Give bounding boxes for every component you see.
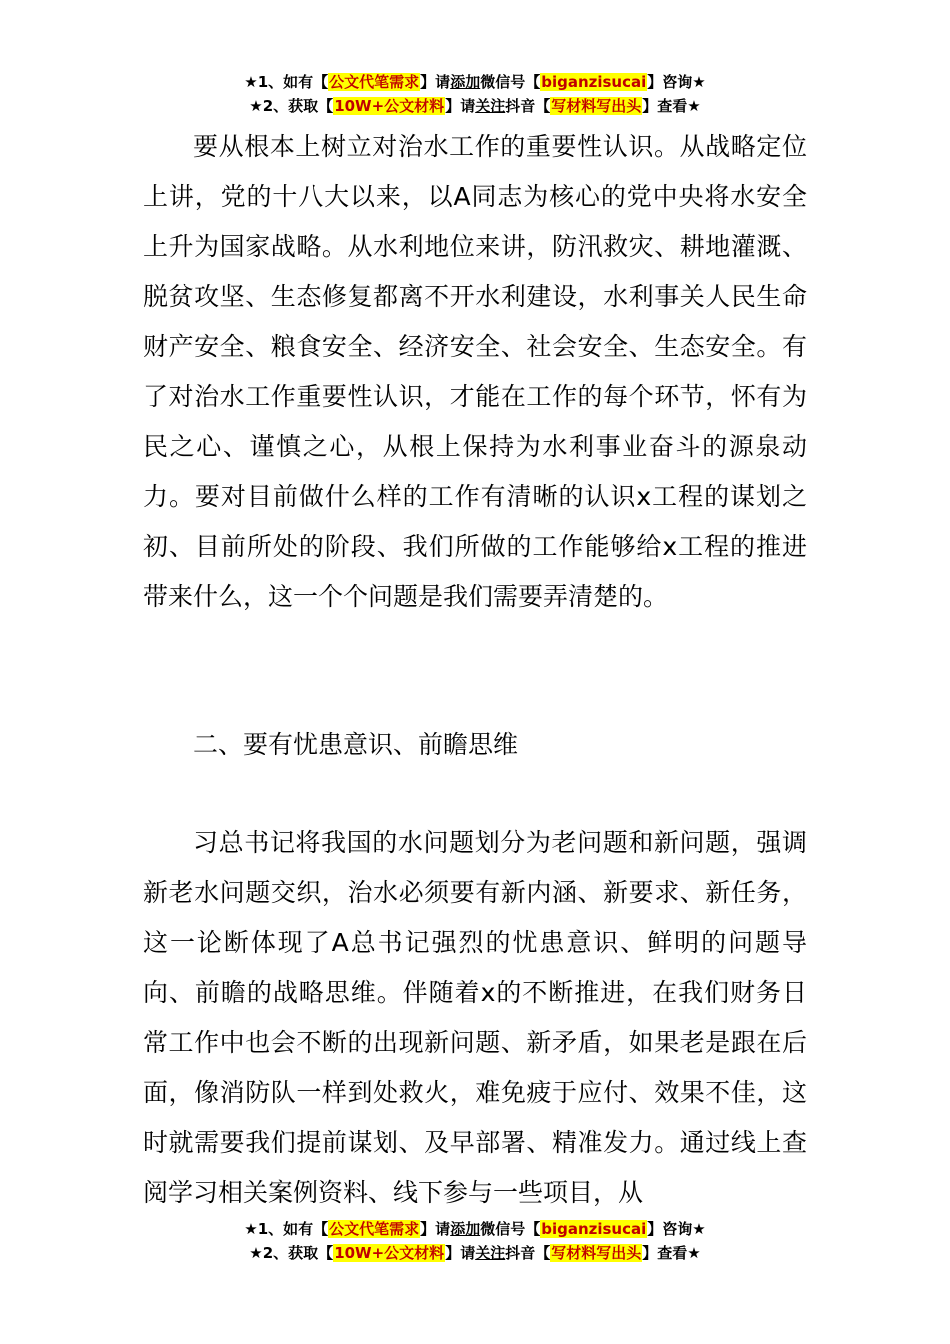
body-paragraph-1: 要从根本上树立对治水工作的重要性认识。从战略定位上讲，党的十八大以来，以A同志为核心的党中央将水安全上升为国家战略。从水利地位来讲，防汛救灾、耕地灌溉、脱贫攻坚、生态修复都离不开水利建设，水利事关人民生命财产安全、粮食安全、经济安全、社会安全、生态安全。有了对治水工作重要性认识，才能在工作的每个环节，怀有为民之心、谨慎之心，从根上保持为水利事业奋斗的源泉动力。要对目前做什么样的工作有清晰的认识x工程的谋划之初、目前所处的阶段、我们所做的工作能够给x工程的推进带来什么，这一个个问题是我们需要弄清楚的。 [143,132,807,611]
highlight-text: 写材料写出头 [551,1244,642,1262]
banner-line-2: ★2、获取【10W+公文材料】请关注抖音【写材料写出头】查看★ [249,1244,701,1262]
highlight-text: 写材料写出头 [551,97,642,115]
banner-line-1: ★1、如有【公文代笔需求】请添加微信号【biganzisucai】咨询★ [244,73,706,91]
highlight-text: 10W+公文材料 [334,1244,445,1262]
highlight-text: 公文代笔需求 [329,73,420,91]
highlight-text: biganzisucai [541,1220,647,1238]
body-paragraph-3: 习总书记将我国的水问题划分为老问题和新问题，强调新老水问题交织，治水必须要有新内涵、新要求、新任务，这一论断体现了A总书记强烈的忧患意识、鲜明的问题导向、前瞻的战略思维。伴随着x的不断推进，在我们财务日常工作中也会不断的出现新问题、新矛盾，如果老是跟在后面，像消防队一样到处救火，难免疲于应付、效果不佳，这时就需要我们提前谋划、及早部署、精准发力。通过线上查阅学习相关案例资料、线下参与一些项目，从 [143,828,807,1207]
highlight-text: 10W+公文材料 [334,97,445,115]
banner-line-2: ★2、获取【10W+公文材料】请关注抖音【写材料写出头】查看★ [249,97,701,115]
highlight-text: biganzisucai [541,73,647,91]
highlight-text: 公文代笔需求 [329,1220,420,1238]
footer-banner [0,1217,950,1265]
header-banner [0,70,950,118]
banner-line-1: ★1、如有【公文代笔需求】请添加微信号【biganzisucai】咨询★ [244,1220,706,1238]
section-heading-2: 二、要有忧患意识、前瞻思维 [193,730,519,759]
